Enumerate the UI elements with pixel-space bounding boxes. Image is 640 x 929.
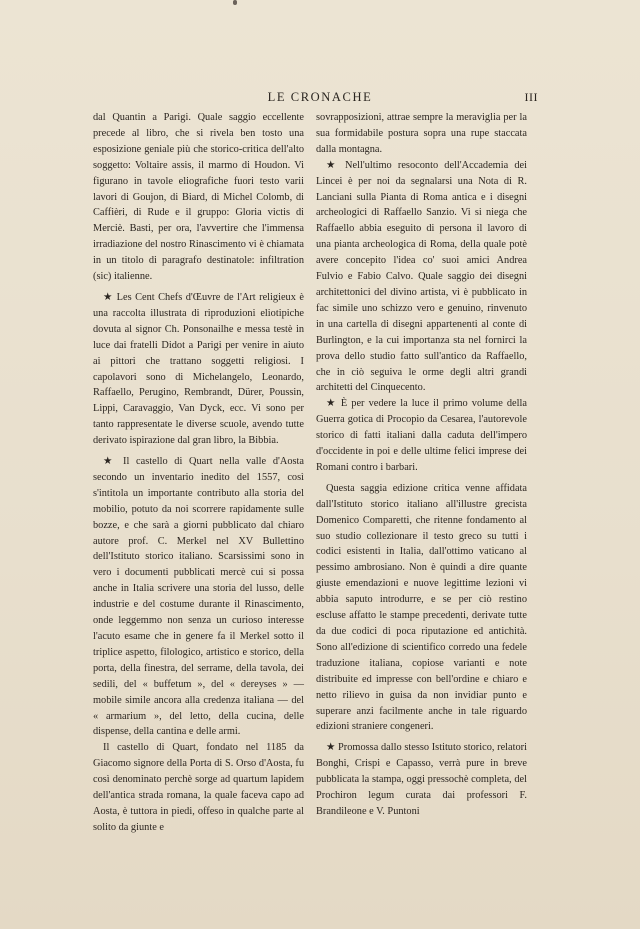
right-paragraph-2: ★ Nell'ultimo resoconto dell'Accademia dei Lincei è per noi da segnalarsi una Nota di R. Lanciani sulla Pianta di Roma antica e i disegni archeologici di Raffaello Sanzio. Vi si niega che Raffaello abbia eseguito di persona il lavoro di una pianta archeologica di Roma, della quale potè avere concepito l'idea co' suoi amici Andrea Fulvio e Fabio Calvo. Quale saggio dei disegni architettonici del divino artista, vi è pubblicato in fac simile uno schizzo vero e genuino, rinvenuto in una cartella di disegni appartenenti al conte di Burlington, e la cui importanza sta nel fornirci la prova dello studio fatto sull'antico da Raffaello, che in ciò seguiva le orme degli altri grandi architetti del Cinquecento. bbox=[316, 159, 527, 394]
running-head bbox=[0, 90, 640, 106]
left-column bbox=[93, 110, 304, 836]
running-head-title: LE CRONACHE bbox=[267, 90, 373, 104]
left-paragraph-4: Il castello di Quart, fondato nel 1185 da Giacomo signore della Porta di S. Orso d'Aosta, fu così denominato perchè sorge ad quartum lapidem dell'antica strada romana, la quale faceva capo ad Aosta, è tuttora in piedi, offeso in qualche parte al solito da giunte e bbox=[93, 742, 304, 833]
left-paragraph-2: ★ Les Cent Chefs d'Œuvre de l'Art religieux è una raccolta illustrata di riproduzioni eliotipiche dovuta al signor Ch. Ponsonailhe e messa testè in luce dai fratelli Didot a Parigi per venire in aiuto ai pittori che trattano soggetti religiosi. I capolavori sono di Michelangelo, Leonardo, Raffaello, Perugino, Rembrandt, Dürer, Poussin, Lippi, Caravaggio, Van Dyck, ecc. Vi sono per tanto rappresentate le diverse scuole, avendo tutte derivato ispirazione dal gran libro, la Bibbia. bbox=[93, 291, 304, 447]
right-column bbox=[316, 110, 527, 820]
left-paragraph-1: dal Quantin a Parigi. Quale saggio eccellente precede al libro, che si rivela ben tosto una esposizione geniale più che storico-critica dell'alto soggetto: Voltaire assis, il marmo di Houdon. Vi figurano in tavole eliografiche fuori testo varii lavori di Goujon, di Biard, di Michel Colomb, di Caffièri, di Rude e il gruppo: Gloria victis di Merciè. Basti, per ora, l'avvertire che l'immensa irradiazione del nostro Rinascimento vi è chiamata in un titolo di paragrafo destinatole: infiltration (sic) italienne. bbox=[93, 112, 304, 283]
page-number: III bbox=[524, 90, 538, 104]
right-paragraph-5: ★ Promossa dallo stesso Istituto storico, relatori Bonghi, Crispi e Capasso, verrà pure in breve pubblicata la stampa, oggi pressochè completa, del Prochiron legum curata dai professori F. Brandileone e V. Puntoni bbox=[316, 742, 527, 817]
right-paragraph-3: ★ È per vedere la luce il primo volume della Guerra gotica di Procopio da Cesarea, l'autorevole storico di fatti italiani dalla caduta dell'impero d'occidente in poi e delle ultime felici imprese dei Romani contro i barbari. bbox=[316, 398, 527, 473]
left-paragraph-3: ★ Il castello di Quart nella valle d'Aosta secondo un inventario inedito del 1557, così s'intitola un importante contributo alla storia del mobilio, potuto da noi scorrere rapidamente sulle bozze, e che sarà a giorni pubblicato dal chiaro autore prof. C. Merkel nel XV Bullettino dell'Istituto storico italiano. Scarsissimi sono in vero i documenti pubblicati mercè cui si possa anche in Italia scrivere una storia del lusso, delle industrie e del costume durante il Rinascimento, onde leggemmo non senza un curioso interesse l'acuto esame che in genere fa il Merkel sotto il triplice aspetto, filologico, artistico e storico, della porta, della finestra, del serrame, della tavola, dei sedili, del « buffetum », del « dereyses » — mobile simile ancora alla credenza italiana — del « armarium », del letto, della cucina, delle dispense, della cantina e delle armi. bbox=[93, 456, 304, 738]
right-paragraph-4: Questa saggia edizione critica venne affidata dall'Istituto storico italiano all'illustre grecista Domenico Comparetti, che ritenne fondamento al suo studio collezionare il testo greco su tutti i codici esistenti in Italia, dall'ottimo vaticano al pessimo ambrosiano. Non è quindi a dire quante giuste emendazioni e nuove legittime lezioni vi abbia saputo introdurre, e se per ciò restino escluse affatto le stampe precedenti, derivate tutte da due codici di poca riputazione ed antichità. Sono all'edizione di scientifico corredo una fedele traduzione italiana, copiose varianti e note distribuite ed impresse con bell'ordine e chiaro e netto rilievo in guisa da non invidiar punto e superare anzi facilmente anche in tale riguardo edizioni straniere congeneri. bbox=[316, 482, 527, 733]
right-paragraph-1: sovrapposizioni, attrae sempre la meraviglia per la sua formidabile postura sopra una rupe staccata dalla montagna. bbox=[316, 112, 527, 155]
ink-speck bbox=[233, 0, 237, 5]
